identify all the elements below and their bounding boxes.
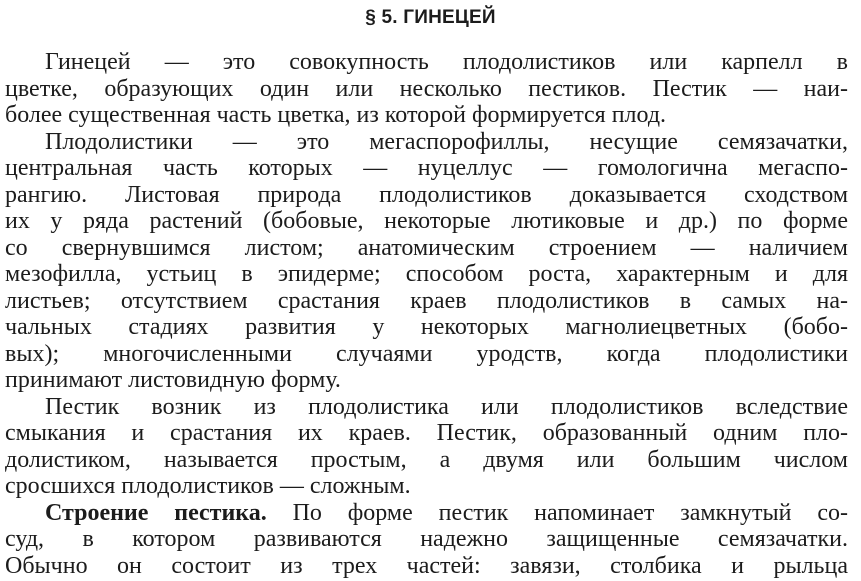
paragraph-2-line-6: мезофилла, устьиц в эпидерме; способом роста, характерным и для (5, 261, 848, 287)
paragraph-2-line-1: Плодолистики — это мегаспорофиллы, несущие семязачатки, (45, 128, 848, 155)
paragraph-1-line-1: Гинецей — это совокупность плодолистиков или карпелл в (45, 49, 848, 75)
paragraph-1-line-2: цветке, образующих один или несколько пестиков. Пестик — наи- (5, 75, 848, 102)
paragraph-2-line-2: центральная часть которых — нуцеллус — гомологична мегаспо- (5, 155, 848, 181)
paragraph-3-line-2: смыкания и срастания их краев. Пестик, образованный одним пло- (5, 420, 848, 446)
paragraph-2-line-7: листьев; отсутствием срастания краев плодолистиков в самых на- (5, 287, 848, 314)
document-body (5, 49, 848, 579)
paragraph-4-line-3: Обычно он состоит из трех частей: завязи, столбика и рыльца (5, 552, 848, 579)
run-in-heading: Строение пестика. (45, 499, 267, 526)
section-title: § 5. ГИНЕЦЕЙ (365, 7, 496, 28)
paragraph-2-line-10: принимают листовидную форму. (5, 367, 341, 393)
paragraph-4-line-1 (5, 500, 848, 527)
paragraph-4-line-2: суд, в котором развиваются надежно защищенные семязачатки. (5, 526, 848, 552)
paragraph-2-line-9: вых); многочисленными случаями уродств, когда плодолистики (5, 340, 848, 367)
paragraph-2-line-4: их у ряда растений (бобовые, некоторые лютиковые и др.) по форме (5, 208, 848, 234)
paragraph-2-line-3: рангию. Листовая природа плодолистиков доказывается сходством (5, 181, 848, 208)
paragraph-1-line-3: более существенная часть цветка, из которой формируется плод. (5, 102, 667, 128)
paragraph-3-line-4: сросшихся плодолистиков — сложным. (5, 473, 411, 499)
paragraph-2-line-5: со свернувшимся листом; анатомическим строением — наличием (5, 234, 848, 261)
paragraph-3-line-3: долистиком, называется простым, а двумя или большим числом (5, 446, 848, 473)
paragraph-3-line-1: Пестик возник из плодолистика или плодолистиков вследствие (45, 393, 848, 420)
paragraph-2-line-8: чальных стадиях развития у некоторых магнолиецветных (бобо- (5, 314, 848, 340)
paragraph-4-line-1-text: По форме пестик напоминает замкнутый со- (266, 499, 848, 526)
